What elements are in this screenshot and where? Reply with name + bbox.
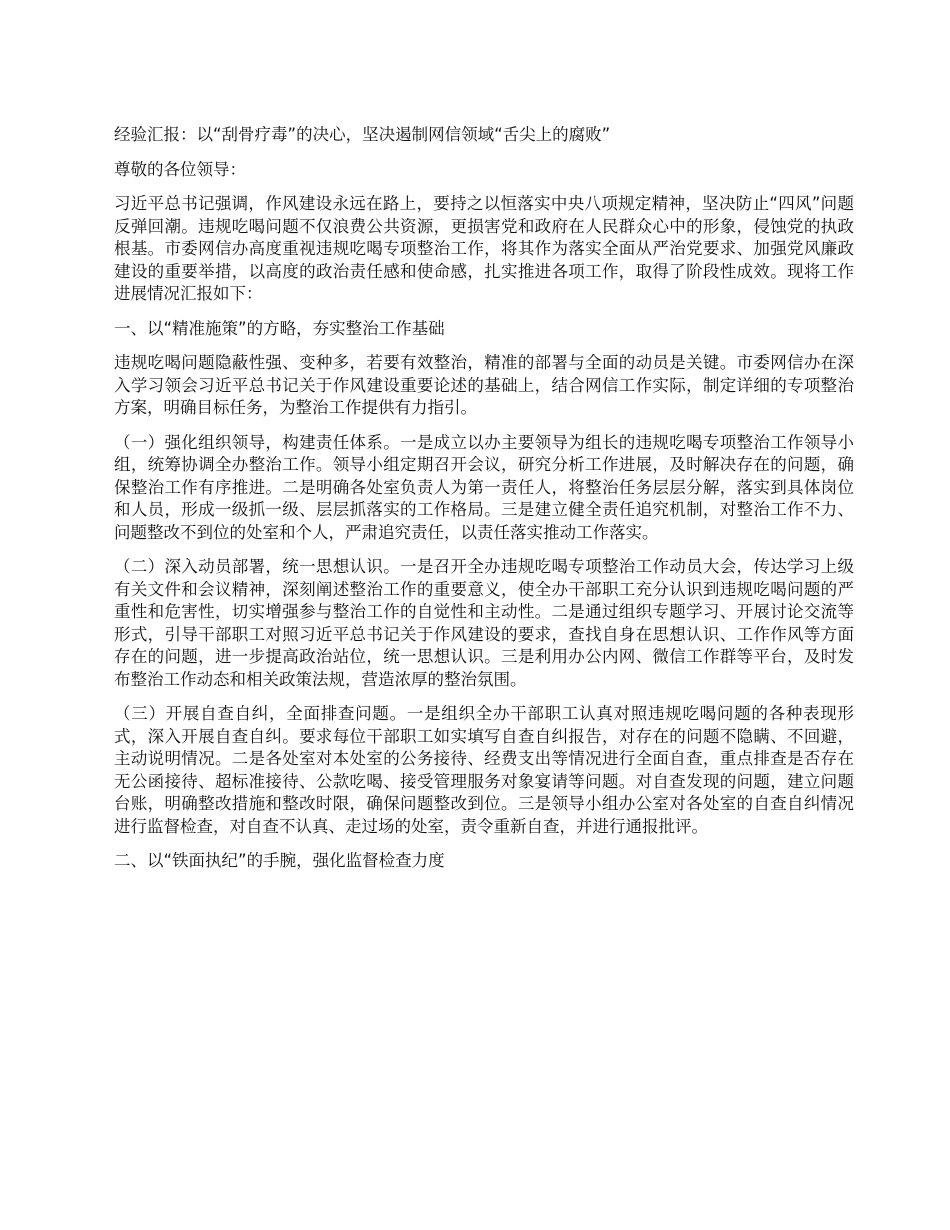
paragraph-subsection-3: （三）开展自查自纠，全面排查问题。一是组织全办干部职工认真对照违规吃喝问题的各种表现形式，深入开展自查自纠。要求每位干部职工如实填写自查自纠报告，对存在的问题不隐瞒、不回避，主动说明情况。二是各处室对本处室的公务接待、经费支出等情况进行全面自查，重点排查是否存在无公函接待、超标准接待、公款吃喝、接受管理服务对象宴请等问题。对自查发现的问题，建立问题台账，明确整改措施和整改时限，确保问题整改到位。三是领导小组办公室对各处室的自查自纠情况进行监督检查，对自查不认真、走过场的处室，责令重新自查，并进行通报批评。: [114, 704, 854, 836]
section-heading-1: 一、以“精准施策”的方略，夯实整治工作基础: [114, 318, 445, 338]
paragraph-section-1: 违规吃喝问题隐蔽性强、变种多，若要有效整治，精准的部署与全面的动员是关键。市委网信办在深入学习领会习近平总书记关于作风建设重要论述的基础上，结合网信工作实际，制定详细的专项整治方案，明确目标任务，为整治工作提供有力指引。: [114, 353, 854, 417]
greeting: 尊敬的各位领导：: [114, 159, 246, 179]
paragraph-subsection-1: （一）强化组织领导，构建责任体系。一是成立以办主要领导为组长的违规吃喝专项整治工作领导小组，统筹协调全办整治工作。领导小组定期召开会议，研究分析工作进展，及时解决存在的问题，确保整治工作有序推进。二是明确各处室负责人为第一责任人，将整治任务层层分解，落实到具体岗位和人员，形成一级抓一级、层层抓落实的工作格局。三是建立健全责任追究机制，对整治工作不力、问题整改不到位的处室和个人，严肃追究责任，以责任落实推动工作落实。: [114, 432, 854, 542]
document-title: 经验汇报：以“刮骨疗毒”的决心，坚决遏制网信领域“舌尖上的腐败”: [114, 125, 611, 144]
section-heading-2: 二、以“铁面执纪”的手腕，强化监督检查力度: [114, 851, 445, 870]
paragraph-subsection-2: （二）深入动员部署，统一思想认识。一是召开全办违规吃喝专项整治工作动员大会，传达学习上级有关文件和会议精神，深刻阐述整治工作的重要意义，使全办干部职工充分认识到违规吃喝问题的严重性和危害性，切实增强参与整治工作的自觉性和主动性。二是通过组织专题学习、开展讨论交流等形式，引导干部职工对照习近平总书记关于作风建设的要求，查找自身在思想认识、工作作风等方面存在的问题，进一步提高政治站位，统一思想认识。三是利用办公内网、微信工作群等平台，及时发布整治工作动态和相关政策法规，营造浓厚的整治氛围。: [114, 557, 854, 689]
paragraph-intro: 习近平总书记强调，作风建设永远在路上，要持之以恒落实中央八项规定精神，坚决防止“四风”问题反弹回潮。违规吃喝问题不仅浪费公共资源，更损害党和政府在人民群众心中的形象，侵蚀党的执政根基。市委网信办高度重视违规吃喝专项整治工作，将其作为落实全面从严治党要求、加强党风廉政建设的重要举措，以高度的政治责任感和使命感，扎实推进各项工作，取得了阶段性成效。现将工作进展情况汇报如下：: [114, 194, 854, 303]
document-body: [114, 124, 854, 885]
